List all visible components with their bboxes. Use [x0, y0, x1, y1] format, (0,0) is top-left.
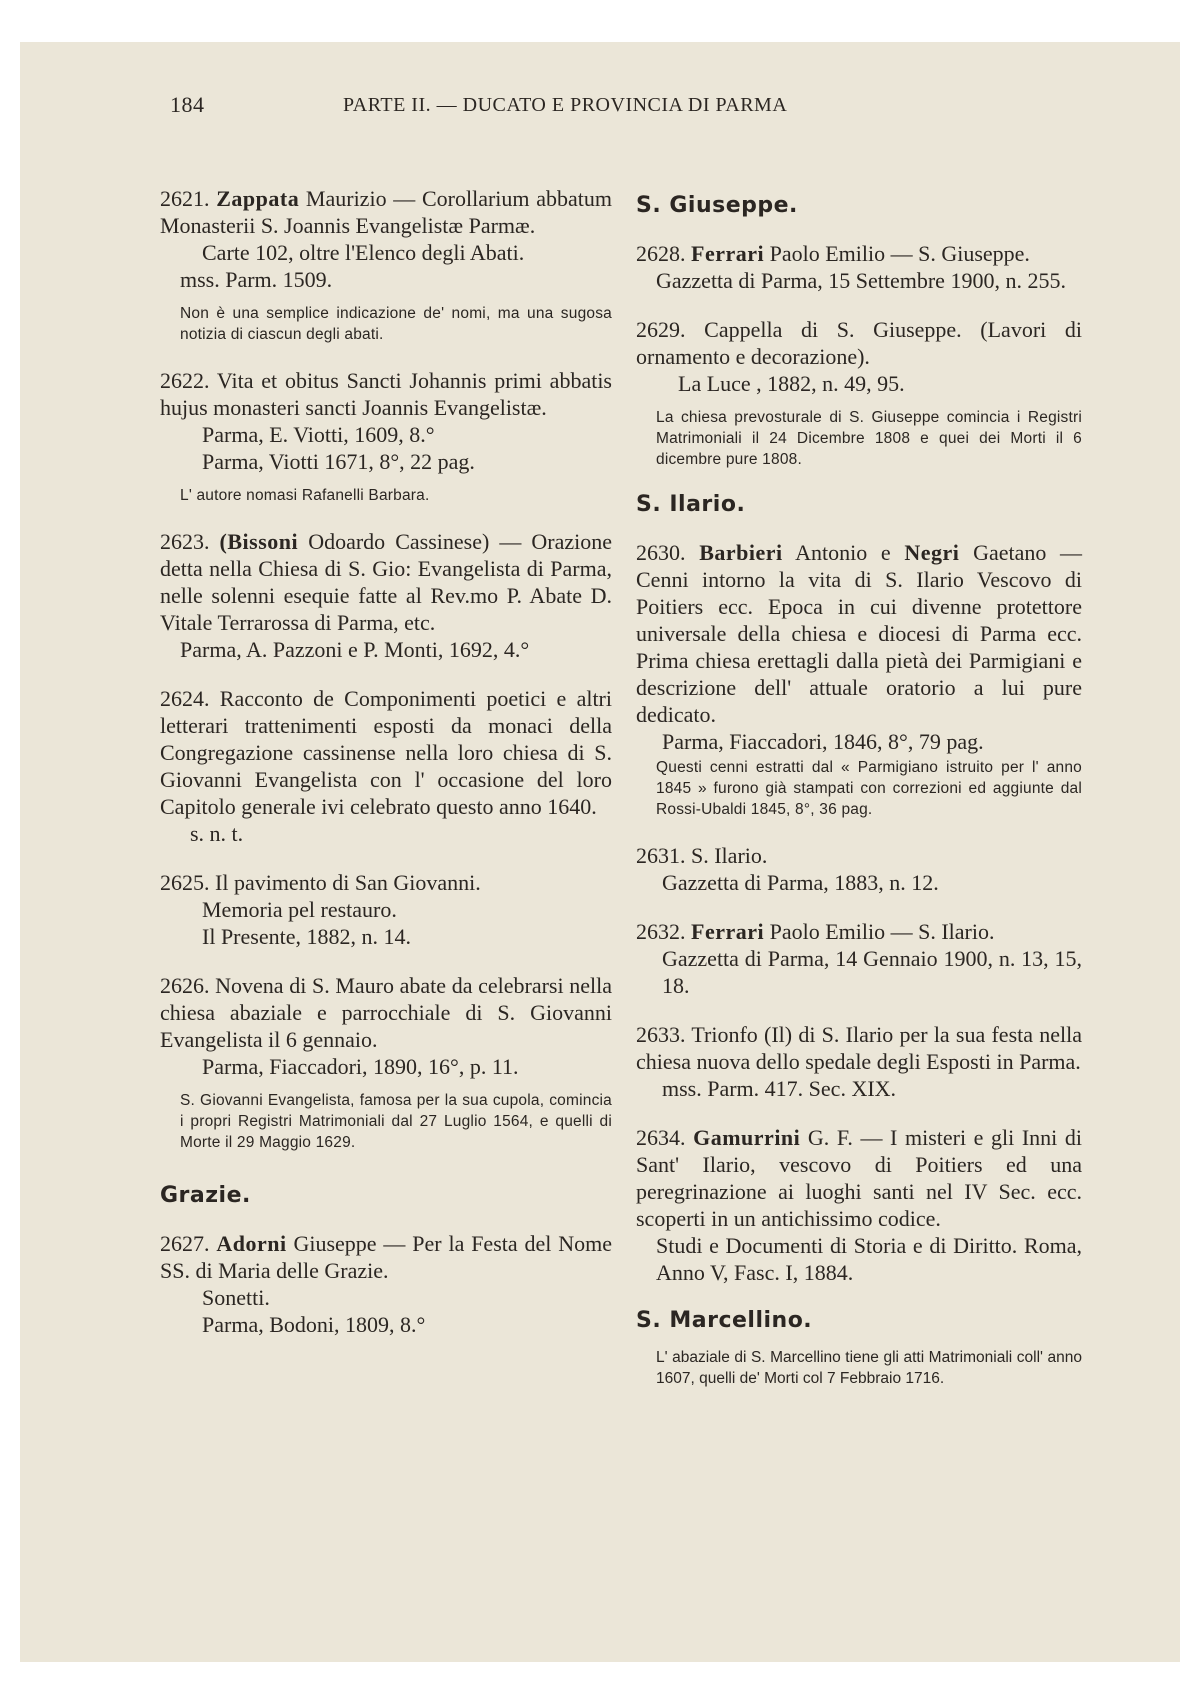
entry-imprint: Gazzetta di Parma, 15 Settembre 1900, n. 255.	[656, 268, 1066, 293]
entry-2626	[160, 972, 612, 1153]
entry-title: S. Ilario.	[691, 843, 768, 868]
entry-imprint: La Luce , 1882, n. 49, 95.	[678, 371, 905, 396]
entry-subtitle: Sonetti.	[202, 1285, 270, 1310]
section-heading-giuseppe: S. Giuseppe.	[636, 193, 798, 218]
entry-note: S. Giovanni Evangelista, famosa per la sua cupola, comincia i propri Registri Matrimoniali dal 27 Luglio 1564, e quelli di Morte il 29 Maggio 1629.	[180, 1092, 612, 1151]
entry-number: 2621.	[160, 186, 210, 211]
entry-title: Paolo Emilio — S. Giuseppe.	[769, 241, 1030, 266]
entry-number: 2627.	[160, 1231, 210, 1256]
entry-author: Ferrari	[691, 919, 765, 944]
entry-title-part: Antonio e	[795, 540, 891, 565]
entry-author: Zappata	[216, 186, 300, 211]
entry-note: Questi cenni estratti dal « Parmigiano istruito per l' anno 1845 » furono già stampati con correzioni ed aggiunte dal Rossi-Ubaldi 1845, 8°, 36 pag.	[656, 759, 1082, 818]
entry-2631	[636, 842, 1082, 896]
entry-2632	[636, 918, 1082, 999]
entry-title: Cappella di S. Giuseppe. (Lavori di ornamento e decorazione).	[636, 317, 1083, 369]
page-header	[150, 92, 890, 128]
entry-note: Non è una semplice indicazione de' nomi, ma una sugosa notizia di ciascun degli abati.	[180, 305, 612, 343]
running-title: PARTE II. — DUCATO E PROVINCIA DI PARMA	[343, 94, 788, 116]
entry-number: 2628.	[636, 241, 686, 266]
entry-note: La chiesa prevosturale di S. Giuseppe comincia i Registri Matrimoniali il 24 Dicembre 1808 e quei dei Morti il 6 dicembre pure 1808.	[656, 409, 1082, 468]
entry-title: Giuseppe — Per la Festa del Nome SS. di Maria delle Grazie.	[160, 1231, 612, 1283]
entry-author: Barbieri	[699, 540, 783, 565]
entry-number: 2632.	[636, 919, 686, 944]
entry-author: Adorni	[216, 1231, 287, 1256]
section-heading-grazie: Grazie.	[160, 1183, 251, 1208]
entry-title: Gaetano — Cenni intorno la vita di S. Ilario Vescovo di Poitiers ecc. Epoca in cui divenne protettore universale della chiesa e diocesi di Parma ecc. Prima chiesa erettagli dalla pietà dei Parmigiani e descrizione dell' attuale oratorio a lui pure dedicato.	[636, 540, 1083, 727]
entry-2624	[160, 685, 612, 847]
entry-imprint: mss. Parm. 417. Sec. XIX.	[662, 1076, 897, 1101]
entry-2628	[636, 240, 1082, 294]
entry-number: 2630.	[636, 540, 686, 565]
entry-2634	[636, 1124, 1082, 1286]
entry-number: 2623.	[160, 529, 210, 554]
entry-imprint: mss. Parm. 1509.	[180, 267, 333, 292]
entry-author: (Bissoni	[219, 529, 299, 554]
entry-note: L' autore nomasi Rafanelli Barbara.	[180, 487, 430, 504]
entry-number: 2631.	[636, 843, 686, 868]
entry-number: 2634.	[636, 1125, 686, 1150]
entry-2629	[636, 316, 1082, 470]
entry-number: 2622.	[160, 368, 210, 393]
entry-imprint: Parma, Bodoni, 1809, 8.°	[202, 1312, 426, 1337]
entry-author: Ferrari	[691, 241, 765, 266]
entry-2622	[160, 367, 612, 506]
entry-2623	[160, 528, 612, 663]
entry-title: Il pavimento di San Giovanni.	[215, 870, 481, 895]
entry-2621	[160, 185, 612, 345]
entry-imprint: Parma, Viotti 1671, 8°, 22 pag.	[202, 449, 475, 474]
entry-number: 2625.	[160, 870, 210, 895]
entry-title: Novena di S. Mauro abate da celebrarsi nella chiesa abaziale e parrocchiale di S. Giovanni Evangelista il 6 gennaio.	[160, 973, 613, 1052]
right-column	[636, 185, 1082, 1389]
entry-title: Paolo Emilio — S. Ilario.	[769, 919, 995, 944]
entry-imprint: s. n. t.	[190, 821, 244, 846]
entry-imprint: Parma, Fiaccadori, 1846, 8°, 79 pag.	[662, 729, 984, 754]
entry-2625	[160, 869, 612, 950]
entry-2627	[160, 1230, 612, 1338]
entry-imprint: Parma, E. Viotti, 1609, 8.°	[202, 422, 435, 447]
section-heading-marcellino: S. Marcellino.	[636, 1308, 813, 1333]
entry-2633	[636, 1021, 1082, 1102]
section-heading-ilario: S. Ilario.	[636, 492, 746, 517]
entry-imprint: Parma, Fiaccadori, 1890, 16°, p. 11.	[202, 1054, 519, 1079]
entry-imprint: Studi e Documenti di Storia e di Diritto. Roma, Anno V, Fasc. I, 1884.	[656, 1233, 1082, 1285]
entry-number: 2629.	[636, 317, 686, 342]
entry-title: Odoardo Cassinese) — Orazione detta nella Chiesa di S. Gio: Evangelista di Parma, nelle solenni esequie fatte al Rev.mo P. Abate D. Vitale Terrarossa di Parma, etc.	[160, 529, 612, 635]
entry-title: Maurizio — Corollarium abbatum Monasterii S. Joannis Evangelistæ Parmæ.	[160, 186, 613, 238]
entry-imprint: Gazzetta di Parma, 14 Gennaio 1900, n. 13, 15, 18.	[662, 946, 1082, 998]
entry-number: 2626.	[160, 973, 210, 998]
entry-number: 2633.	[636, 1022, 686, 1047]
entry-title: Racconto de Componimenti poetici e altri letterari trattenimenti esposti da monaci della Congregazione cassinense nella loro chiesa di S. Giovanni Evangelista con l' occasione del loro Capitolo generale ivi celebrato questo anno 1640.	[160, 686, 612, 819]
entry-imprint: Gazzetta di Parma, 1883, n. 12.	[662, 870, 939, 895]
page-number: 184	[170, 92, 205, 117]
entry-title: G. F. — I misteri e gli Inni di Sant' Ilario, vescovo di Poitiers ed una peregrinazione ai luoghi santi nel IV Sec. ecc. scoperti in un antichissimo codice.	[636, 1125, 1083, 1231]
entry-author: Negri	[904, 540, 960, 565]
entry-extent: Carte 102, oltre l'Elenco degli Abati.	[202, 240, 525, 265]
entry-subtitle: Memoria pel restauro.	[202, 897, 397, 922]
entry-title: Vita et obitus Sancti Johannis primi abbatis hujus monasteri sancti Joannis Evangelistæ.	[160, 368, 612, 420]
section-note: L' abaziale di S. Marcellino tiene gli atti Matrimoniali coll' anno 1607, quelli de' Morti col 7 Febbraio 1716.	[656, 1349, 1082, 1387]
entry-2630	[636, 539, 1082, 820]
entry-title: Trionfo (Il) di S. Ilario per la sua festa nella chiesa nuova dello spedale degli Esposti in Parma.	[636, 1022, 1082, 1074]
entry-number: 2624.	[160, 686, 210, 711]
entry-author: Gamurrini	[693, 1125, 801, 1150]
entry-imprint: Parma, A. Pazzoni e P. Monti, 1692, 4.°	[180, 637, 530, 662]
entry-imprint: Il Presente, 1882, n. 14.	[202, 924, 411, 949]
left-column	[160, 185, 612, 1360]
